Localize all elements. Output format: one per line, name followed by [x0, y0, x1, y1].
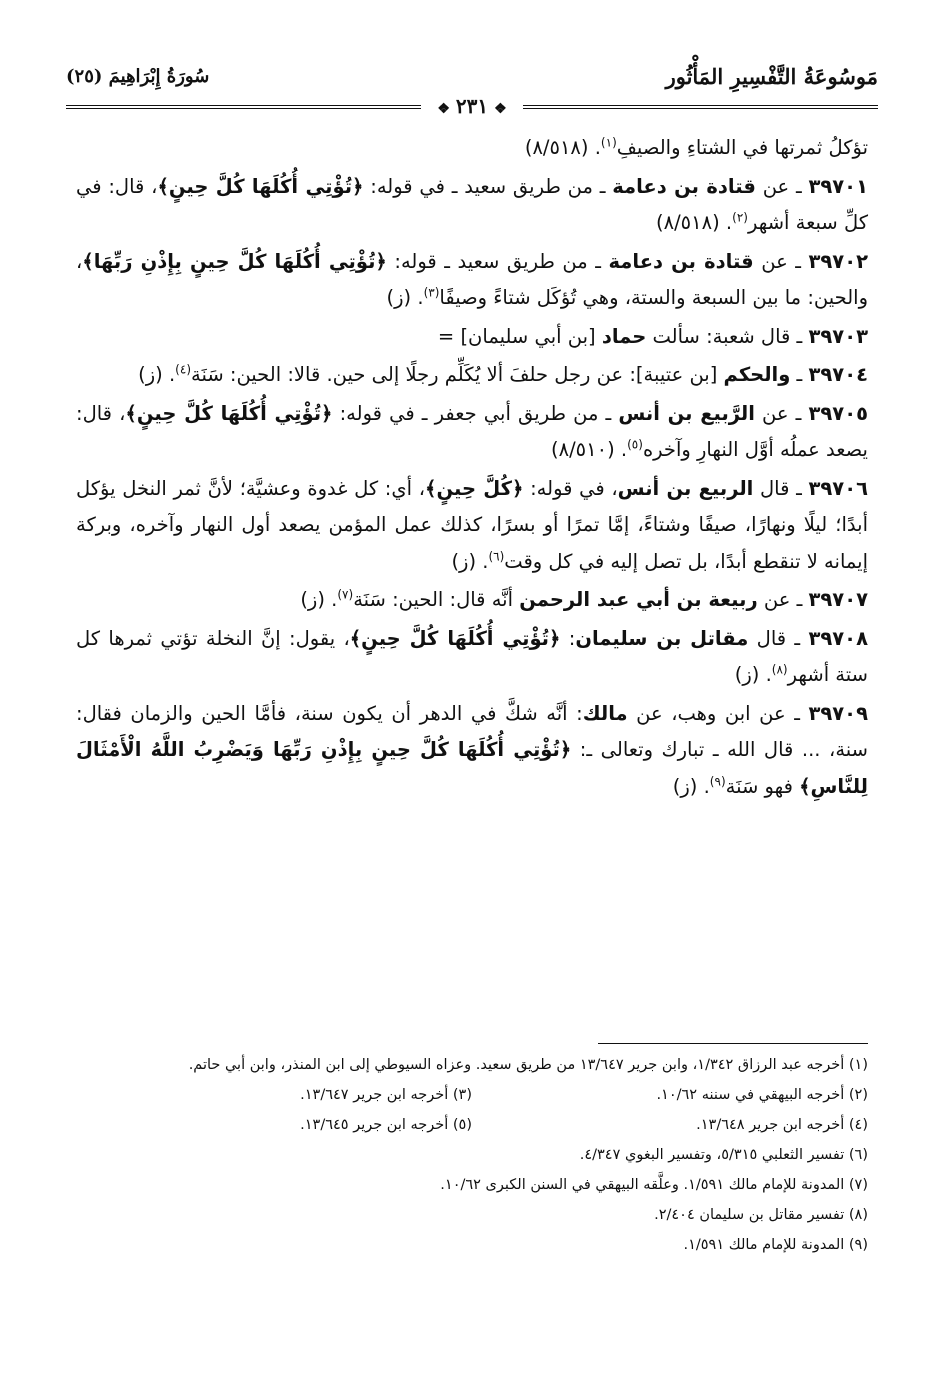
footnote-row	[76, 1080, 868, 1110]
ornament-icon: ❖	[437, 101, 450, 117]
book-title: مَوسُوعَةُ التَّفْسِيرِ المَأْثُور	[665, 64, 878, 89]
footnotes	[76, 1050, 868, 1260]
entry-number: ٣٩٧٠٧	[808, 588, 868, 611]
entry-number: ٣٩٧٠٤	[808, 363, 868, 386]
footnote-ref[interactable]: (٣)	[423, 285, 440, 300]
footnote-ref[interactable]: (٢)	[732, 210, 748, 225]
footnote-7: (٧) المدونة للإمام مالك ١/٥٩١. وعلَّقه البيهقي في السنن الكبرى ١٠/٦٢.	[440, 1177, 868, 1193]
quran-verse: ﴿تُؤْتِي أُكُلَهَا كُلَّ حِينٍ بِإِذْنِ رَبِّهَا﴾	[82, 249, 387, 273]
quran-verse: ﴿تُؤْتِي أُكُلَهَا كُلَّ حِينٍ﴾	[125, 401, 333, 425]
entry-number: ٣٩٧٠٣	[808, 324, 868, 348]
footnote-3: (٣) أخرجه ابن جرير ١٣/٦٤٧.	[300, 1087, 472, 1103]
narrator-name: قتادة بن دعامة	[612, 174, 756, 198]
quran-verse: ﴿تُؤْتِي أُكُلَهَا كُلَّ حِينٍ بِإِذْنِ رَبِّهَا وَيَضْرِبُ اللَّهُ الْأَمْثَالَ لِلنَّاسِ﴾	[76, 738, 868, 798]
entry-number: ٣٩٧٠٢	[808, 249, 868, 273]
footnote-4: (٤) أخرجه ابن جرير ١٣/٦٤٨.	[696, 1117, 868, 1133]
narrator-name: الربيع بن أنس	[617, 476, 754, 500]
surah-title: سُورَةُ إِبْرَاهِيمَ (٢٥)	[66, 66, 210, 87]
quran-verse: ﴿تُؤْتِي أُكُلَهَا كُلَّ حِينٍ﴾	[349, 626, 561, 650]
footnote-5: (٥) أخرجه ابن جرير ١٣/٦٤٥.	[300, 1117, 472, 1133]
paragraph-39701: ٣٩٧٠١ ـ عن قتادة بن دعامة ـ من طريق سعيد ـ في قوله: ﴿تُؤْتِي أُكُلَهَا كُلَّ حِينٍ﴾، قال: في كلِّ سبعة أشهر$^{(٢)}$. (٨/٥١٨)	[76, 174, 868, 234]
footnote-ref[interactable]: (٥)	[627, 437, 643, 452]
page-header	[66, 60, 878, 118]
footnote-6: (٦) تفسير الثعلبي ٥/٣١٥، وتفسير البغوي ٤/٣٤٧.	[579, 1147, 868, 1163]
paragraph-39703: ٣٩٧٠٣ ـ قال شعبة: سألت حماد [بن أبي سليمان] =	[437, 324, 868, 348]
page-number-block	[66, 94, 878, 118]
narrator-name: قتادة بن دعامة	[608, 249, 754, 273]
narrator-name: ربيعة بن أبي عبد الرحمن	[519, 588, 758, 611]
paragraph-39705: ٣٩٧٠٥ ـ عن الرَّبيع بن أنس ـ من طريق أبي جعفر ـ في قوله: ﴿تُؤْتِي أُكُلَهَا كُلَّ حِينٍ﴾، قال: يصعد عملُه أوَّل النهارِ وآخره$^{(٥)}$. (٨/٥١٠)	[76, 401, 868, 461]
footnote-2: (٢) أخرجه البيهقي في سننه ١٠/٦٢.	[656, 1087, 868, 1103]
footnote-ref[interactable]: (٩)	[709, 774, 726, 788]
paragraph-39708: ٣٩٧٠٨ ـ قال مقاتل بن سليمان: ﴿تُؤْتِي أُكُلَهَا كُلَّ حِينٍ﴾، يقول: إنَّ النخلة تؤتي ثمرها كل ستة أشهر$^{(٨)}$. (ز)	[76, 626, 868, 686]
paragraph-0: تؤكلُ ثمرتها في الشتاءِ والصيفِ$^{(١)}$. (٨/٥١٨)	[524, 135, 868, 159]
paragraph-39707: ٣٩٧٠٧ ـ عن ربيعة بن أبي عبد الرحمن أنَّه قال: الحين: سَنَة$^{(٧)}$. (ز)	[300, 587, 868, 611]
footnote-ref[interactable]: (٧)	[337, 587, 354, 602]
paragraph-39706: ٣٩٧٠٦ ـ قال الربيع بن أنس، في قوله: ﴿كُلَّ حِينٍ﴾، أي: كل غدوة وعشيَّة؛ لأنَّ ثمر النخل يؤكل أبدًا؛ ليلًا ونهارًا، صيفًا وشتاءً، إمَّا تمرًا أو بسرًا، كذلك عمل المؤمن يصعد أول النهار وآخره، وبركة إيمانه لا تنقطع أبدًا، بل تصل إليه في كل وقت$^{(٦)}$. (ز)	[76, 476, 868, 573]
footnote-1: (١) أخرجه عبد الرزاق ١/٣٤٢، وابن جرير ١٣/٦٤٧ من طريق سعيد. وعزاه السيوطي إلى ابن المنذر، وابن أبي حاتم.	[188, 1057, 868, 1073]
narrator-name: حماد	[601, 324, 647, 348]
footnote-ref[interactable]: (٤)	[175, 362, 191, 377]
paragraph-39702: ٣٩٧٠٢ ـ عن قتادة بن دعامة ـ من طريق سعيد ـ قوله: ﴿تُؤْتِي أُكُلَهَا كُلَّ حِينٍ بِإِذْنِ رَبِّهَا﴾، والحين: ما بين السبعة والستة، وهي تُؤكَل شتاءً وصيفًا$^{(٣)}$. (ز)	[76, 249, 868, 309]
quran-verse: ﴿تُؤْتِي أُكُلَهَا كُلَّ حِينٍ﴾	[157, 174, 364, 198]
page-number: ٢٣١	[455, 94, 489, 118]
entry-number: ٣٩٧٠٦	[808, 476, 868, 500]
entry-number: ٣٩٧٠١	[808, 174, 868, 198]
footnote-ref[interactable]: (٨)	[771, 662, 788, 677]
entry-number: ٣٩٧٠٨	[808, 626, 868, 650]
footnote-ref[interactable]: (٦)	[488, 549, 505, 563]
quran-verse: ﴿كُلَّ حِينٍ﴾	[425, 476, 524, 500]
header-rule	[66, 96, 878, 118]
entry-number: ٣٩٧٠٥	[808, 401, 868, 425]
footnote-row	[76, 1110, 868, 1140]
paragraph-39704: ٣٩٧٠٤ ـ والحكم [بن عتيبة]: عن رجل حلفَ ألا يُكَلِّم رجلًا إلى حين. قالا: الحين: سَنَة$^{(٤)}$. (ز)	[138, 362, 868, 386]
narrator-name: مالك	[582, 701, 628, 725]
footnote-divider	[598, 1043, 868, 1044]
ornament-icon: ❖	[494, 101, 507, 117]
footnote-9: (٩) المدونة للإمام مالك ١/٥٩١.	[683, 1237, 868, 1253]
entry-number: ٣٩٧٠٩	[808, 701, 868, 725]
footnote-ref[interactable]: (١)	[600, 135, 617, 150]
narrator-name: الرَّبيع بن أنس	[618, 401, 755, 425]
narrator-name: مقاتل بن سليمان	[575, 626, 749, 650]
main-text	[76, 130, 868, 807]
paragraph-39709: ٣٩٧٠٩ ـ عن ابن وهب، عن مالك: أنَّه شكَّ في الدهر أن يكون سنة، فأمَّا الحين والزمان فقال: سنة، ... قال الله ـ تبارك وتعالى ـ: ﴿تُؤْتِي أُكُلَهَا كُلَّ حِينٍ بِإِذْنِ رَبِّهَا وَيَضْرِبُ اللَّهُ الْأَمْثَالَ لِلنَّاسِ﴾ فهو سَنَة$^{(٩)}$. (ز)	[76, 701, 868, 798]
narrator-name: والحكم	[723, 363, 791, 386]
footnote-8: (٨) تفسير مقاتل بن سليمان ٢/٤٠٤.	[654, 1207, 868, 1223]
